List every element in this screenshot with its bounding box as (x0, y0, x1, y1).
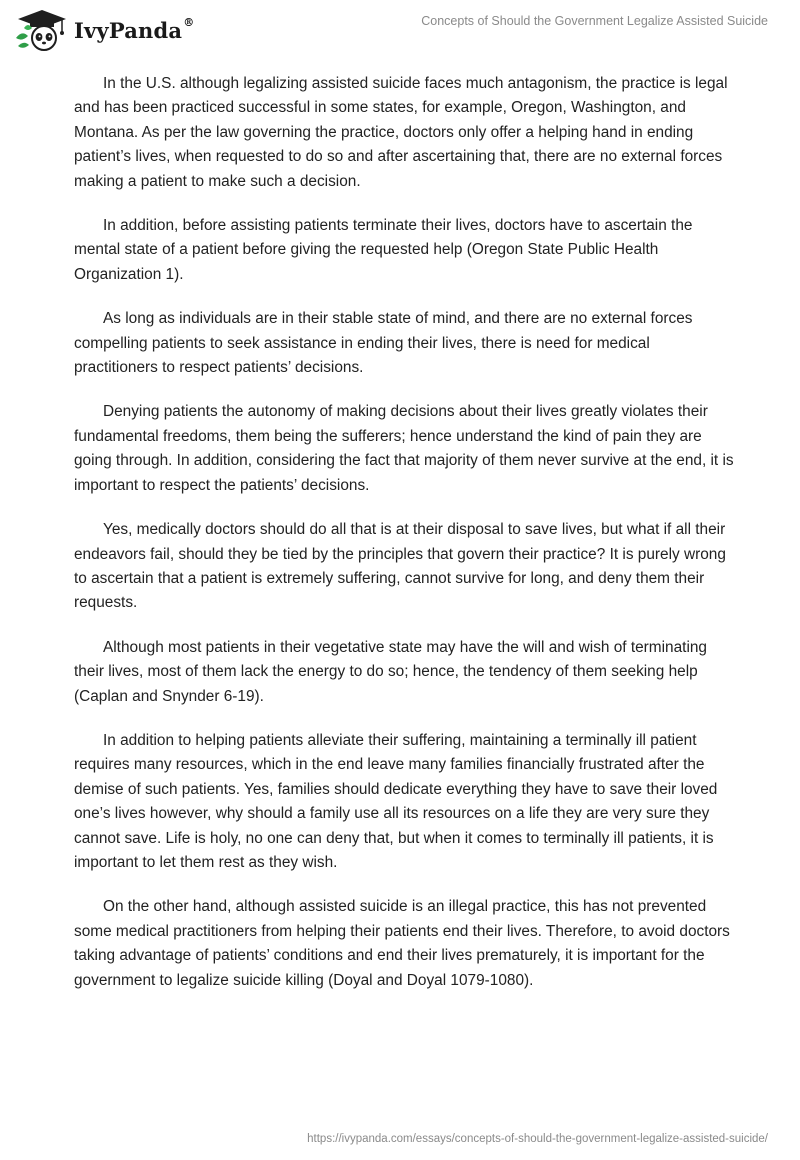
document-title: Concepts of Should the Government Legalize Assisted Suicide (421, 14, 768, 28)
paragraph: Denying patients the autonomy of making decisions about their lives greatly violates their fundamental freedoms, them being the sufferers; hence understand the kind of pain they are going through. In addition, considering the fact that majority of them never survive at the end, it is important to respect the patients’ decisions. (74, 403, 734, 494)
ivypanda-logo[interactable] (14, 8, 194, 52)
essay-body (74, 72, 734, 1013)
paragraph: On the other hand, although assisted suicide is an illegal practice, this has not prevented some medical practitioners from helping their patients end their lives. Therefore, to avoid doctors taking advantage of patients’ conditions and end their lives prematurely, it is important for the government to legalize suicide killing (Doyal and Doyal 1079-1080). (74, 898, 730, 989)
paragraph: Yes, medically doctors should do all that is at their disposal to save lives, but what if all their endeavors fail, should they be tied by the principles that govern their practice? It is purely wrong to ascertain that a patient is extremely suffering, cannot survive for long, and deny them their requests. (74, 521, 726, 612)
paragraph: In the U.S. although legalizing assisted suicide faces much antagonism, the practice is legal and has been practiced successful in some states, for example, Oregon, Washington, and Montana. As per the law governing the practice, doctors only offer a helping hand in ending patient’s lives, when requested to do so and after ascertaining that, there are no external forces making a patient to make such a decision. (74, 75, 728, 190)
paragraph: In addition to helping patients alleviate their suffering, maintaining a terminally ill patient requires many resources, which in the end leave many families financially frustrated after the demise of such patients. Yes, families should dedicate everything they have to save their loved one’s lives however, why should a family use all its resources on a life they are very sure they cannot save. Life is holy, no one can deny that, but when it comes to terminally ill patients, it is important to let them rest as they wish. (74, 731, 718, 871)
brand-name: IvyPanda® (74, 15, 195, 43)
paragraph: In addition, before assisting patients terminate their lives, doctors have to ascertain the mental state of a patient before giving the requested help (Oregon State Public Health Organization 1). (74, 217, 693, 283)
paragraph: Although most patients in their vegetative state may have the will and wish of terminating their lives, most of them lack the energy to do so; hence, the tendency of them seeking help (Caplan and Snynder 6-19). (74, 638, 707, 705)
paragraph: As long as individuals are in their stable state of mind, and there are no external forces compelling patients to seek assistance in ending their lives, there is need for medical practitioners to respect patients’ decisions. (74, 310, 693, 377)
page-header (0, 0, 800, 60)
panda-graduate-icon (14, 8, 70, 52)
source-url-link[interactable]: https://ivypanda.com/essays/concepts-of-should-the-government-legalize-assisted-suicide/ (307, 1133, 768, 1145)
